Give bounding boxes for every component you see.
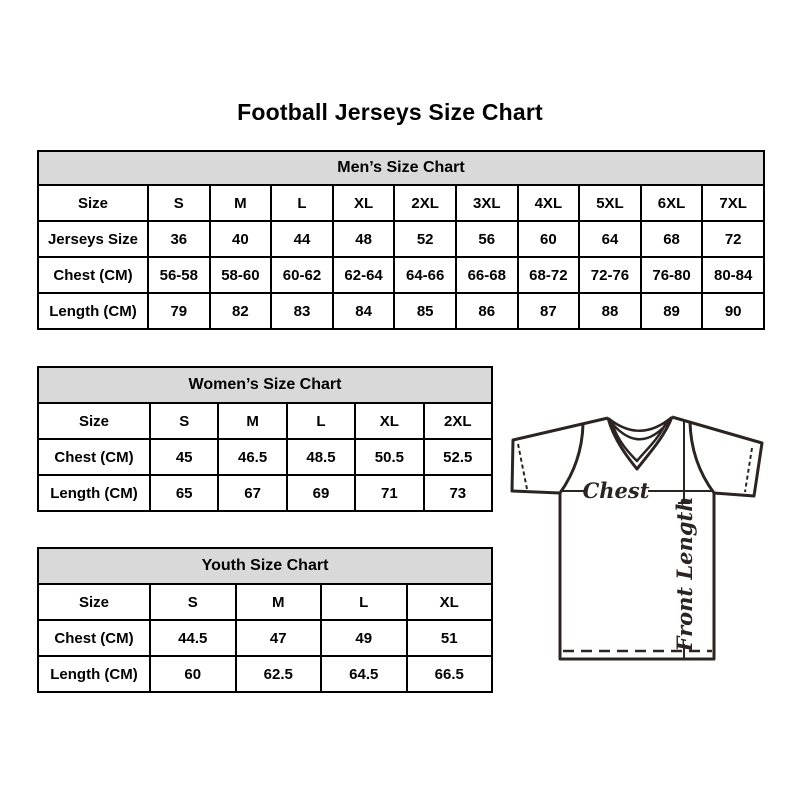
mens-value-cell: 4XL <box>518 185 580 221</box>
mens-value-cell: 2XL <box>394 185 456 221</box>
mens-value-cell: 89 <box>641 293 703 329</box>
womens-row-label: Length (CM) <box>38 475 150 511</box>
mens-row-label: Jerseys Size <box>38 221 148 257</box>
mens-row-label: Size <box>38 185 148 221</box>
jersey-measurement-diagram <box>500 398 780 690</box>
youth-row-label: Chest (CM) <box>38 620 150 656</box>
womens-value-cell: 67 <box>218 475 286 511</box>
womens-value-cell: 45 <box>150 439 218 475</box>
right-cuff-dashed-line <box>745 448 752 492</box>
mens-value-cell: 87 <box>518 293 580 329</box>
mens-value-cell: 52 <box>394 221 456 257</box>
womens-table-title: Women’s Size Chart <box>38 367 492 403</box>
mens-row-label: Length (CM) <box>38 293 148 329</box>
mens-value-cell: 76-80 <box>641 257 703 293</box>
youth-value-cell: 62.5 <box>236 656 322 692</box>
left-armhole-seam <box>560 424 583 493</box>
mens-value-cell: 3XL <box>456 185 518 221</box>
left-cuff-dashed-line <box>518 444 527 489</box>
womens-value-cell: 52.5 <box>424 439 492 475</box>
youth-row-label: Size <box>38 584 150 620</box>
mens-value-cell: 62-64 <box>333 257 395 293</box>
mens-row-label: Chest (CM) <box>38 257 148 293</box>
womens-size-chart-table <box>37 366 493 512</box>
front-length-label-group <box>672 497 697 653</box>
womens-value-cell: S <box>150 403 218 439</box>
womens-row-label: Size <box>38 403 150 439</box>
youth-value-cell: 64.5 <box>321 656 407 692</box>
womens-value-cell: 71 <box>355 475 423 511</box>
youth-table-title: Youth Size Chart <box>38 548 492 584</box>
mens-value-cell: 90 <box>702 293 764 329</box>
youth-value-cell: 66.5 <box>407 656 493 692</box>
mens-value-cell: 66-68 <box>456 257 518 293</box>
mens-value-cell: 64-66 <box>394 257 456 293</box>
mens-value-cell: 56 <box>456 221 518 257</box>
mens-value-cell: 88 <box>579 293 641 329</box>
youth-value-cell: L <box>321 584 407 620</box>
womens-value-cell: M <box>218 403 286 439</box>
chest-measure-label: Chest <box>582 478 650 503</box>
mens-value-cell: 82 <box>210 293 272 329</box>
mens-value-cell: 7XL <box>702 185 764 221</box>
mens-size-chart-table <box>37 150 765 330</box>
mens-value-cell: 68 <box>641 221 703 257</box>
youth-value-cell: 49 <box>321 620 407 656</box>
mens-value-cell: 72-76 <box>579 257 641 293</box>
mens-value-cell: XL <box>333 185 395 221</box>
right-armhole-seam <box>690 422 714 493</box>
mens-value-cell: 40 <box>210 221 272 257</box>
mens-value-cell: 5XL <box>579 185 641 221</box>
womens-value-cell: 48.5 <box>287 439 355 475</box>
womens-value-cell: 73 <box>424 475 492 511</box>
womens-row-label: Chest (CM) <box>38 439 150 475</box>
youth-value-cell: XL <box>407 584 493 620</box>
mens-value-cell: 6XL <box>641 185 703 221</box>
youth-value-cell: 51 <box>407 620 493 656</box>
mens-value-cell: 44 <box>271 221 333 257</box>
mens-value-cell: 36 <box>148 221 210 257</box>
mens-value-cell: S <box>148 185 210 221</box>
mens-value-cell: 72 <box>702 221 764 257</box>
mens-value-cell: 60-62 <box>271 257 333 293</box>
youth-value-cell: M <box>236 584 322 620</box>
womens-value-cell: 69 <box>287 475 355 511</box>
mens-value-cell: 48 <box>333 221 395 257</box>
womens-value-cell: XL <box>355 403 423 439</box>
mens-value-cell: 85 <box>394 293 456 329</box>
youth-value-cell: 47 <box>236 620 322 656</box>
womens-value-cell: L <box>287 403 355 439</box>
page-title: Football Jerseys Size Chart <box>237 99 543 125</box>
mens-value-cell: 58-60 <box>210 257 272 293</box>
mens-value-cell: 80-84 <box>702 257 764 293</box>
mens-value-cell: 84 <box>333 293 395 329</box>
mens-value-cell: 56-58 <box>148 257 210 293</box>
mens-value-cell: M <box>210 185 272 221</box>
youth-value-cell: S <box>150 584 236 620</box>
jersey-outline <box>512 417 762 659</box>
youth-value-cell: 60 <box>150 656 236 692</box>
womens-value-cell: 50.5 <box>355 439 423 475</box>
mens-value-cell: 64 <box>579 221 641 257</box>
mens-value-cell: 68-72 <box>518 257 580 293</box>
youth-size-chart-table <box>37 547 493 693</box>
mens-value-cell: L <box>271 185 333 221</box>
womens-value-cell: 2XL <box>424 403 492 439</box>
mens-value-cell: 83 <box>271 293 333 329</box>
mens-value-cell: 86 <box>456 293 518 329</box>
youth-value-cell: 44.5 <box>150 620 236 656</box>
womens-value-cell: 65 <box>150 475 218 511</box>
womens-value-cell: 46.5 <box>218 439 286 475</box>
front-length-measure-label: Front Length <box>672 496 697 652</box>
mens-value-cell: 60 <box>518 221 580 257</box>
mens-table-title: Men’s Size Chart <box>38 151 764 185</box>
mens-value-cell: 79 <box>148 293 210 329</box>
youth-row-label: Length (CM) <box>38 656 150 692</box>
